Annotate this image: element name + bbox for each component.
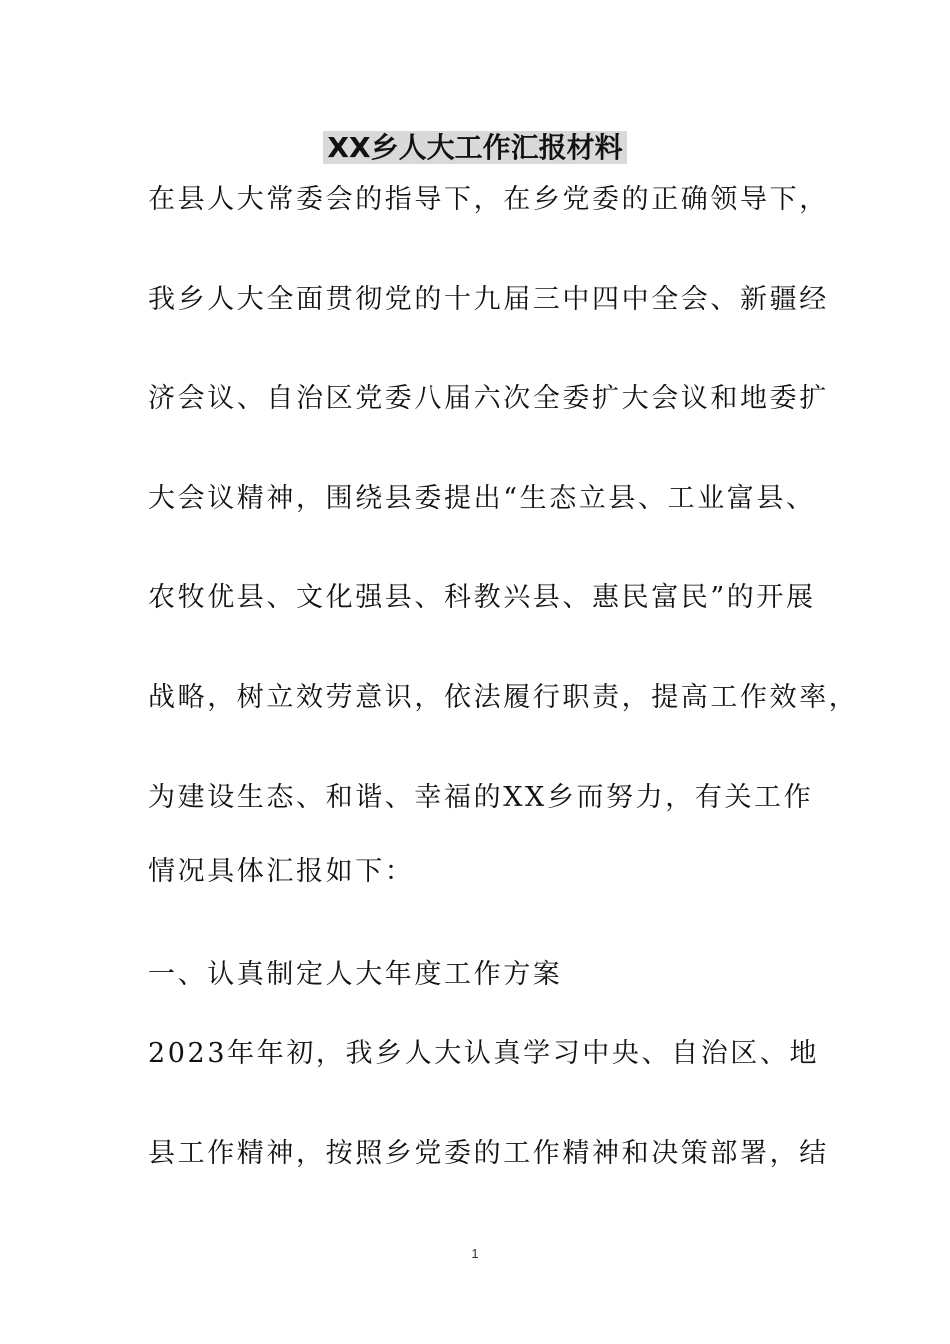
document-title: [0, 128, 950, 168]
paragraph-line: 2023年年初，我乡人大认真学习中央、自治区、地: [148, 1038, 820, 1069]
paragraph-line: 为建设生态、和谐、幸福的XX乡而努力，有关工作: [148, 782, 814, 813]
section-heading: 一、认真制定人大年度工作方案: [148, 959, 563, 990]
paragraph-line: 情况具体汇报如下：: [148, 856, 415, 887]
paragraph-line: 农牧优县、文化强县、科教兴县、惠民富民”的开展: [148, 582, 816, 613]
document-title-text: XX乡人大工作汇报材料: [323, 131, 626, 164]
paragraph-line: 在县人大常委会的指导下，在乡党委的正确领导下，: [148, 184, 829, 215]
paragraph-line: 我乡人大全面贯彻党的十九届三中四中全会、新疆经: [148, 284, 829, 315]
paragraph-line: 大会议精神，围绕县委提出“生态立县、工业富县、: [148, 483, 816, 514]
paragraph-line: 县工作精神，按照乡党委的工作精神和决策部署，结: [148, 1138, 829, 1169]
paragraph-line: 济会议、自治区党委八届六次全委扩大会议和地委扩: [148, 383, 829, 414]
paragraph-line: 战略，树立效劳意识，依法履行职责，提高工作效率，: [148, 682, 859, 713]
page-number: 1: [471, 1246, 479, 1261]
